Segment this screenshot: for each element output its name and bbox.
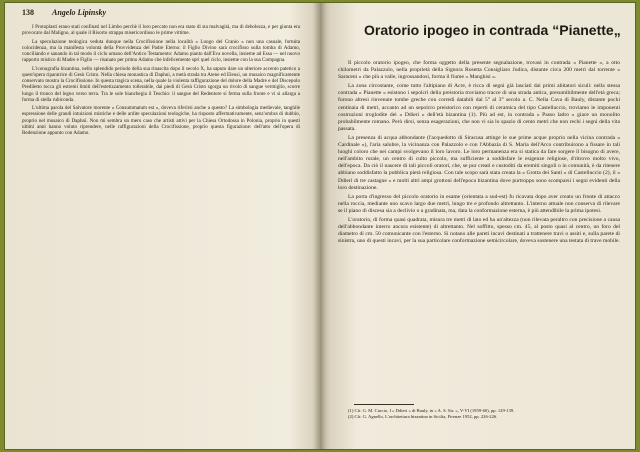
paragraph: La porta d'ingresso del piccolo oratorio in esame (orientata a sud-est) fu ricavata dopo aver creato un fronte di attacco nella roccia, mediante uno scavo largo due metri, lungo tre e profondo altrettanto. L'interno attuale non conserva di rilevare se il piano di discesa sia a declivio o a gradinata, ma, data la conformazione esterna, è più attendibile la prima ipotesi. (338, 193, 620, 214)
right-body-text (338, 60, 620, 247)
running-head (22, 8, 106, 17)
left-page (4, 2, 318, 450)
footnote: (2) Cfr. G. Agnello, L'architettura bizantina in Sicilia, Firenze 1952, pp. 226-226. (348, 414, 498, 419)
paragraph: L'ultima parola del Salvatore morente « Consummatum est », doveva riferirsi anche a questo? La simbologia medievale, tanghile espressione delle grandi intuizioni mistiche e delle ardite speculazioni teologiche, ha risposto affermativamente, senz'ombra di dubbio, proprio nel musaico di Daphni. Non mi sembra un mero caso che artisti attivi per la Chiesa Ortodossa in Polonia, proprio in questi ultimi anni hanno voluto riprendere, nelle raffigurazioni della Crocifissione, proprio questa figurazione: dell'atto dell'opera di Redenzione appunto con Adamo. (22, 105, 300, 136)
footnote-divider (354, 404, 414, 405)
footnotes (338, 408, 620, 420)
paragraph: I Protoplasti erano stati confinati nel Limbo perchè il loro peccato non era stato di sta malvagità, ma di debolezza, e per giunta era provocato dal Maligno, al quale il Risorto strappa misericordioso le prime vittime. (22, 24, 300, 37)
paragraph: L'iconografia bizantina, nello splendido periodo della sua rinascita dopo il secolo X, ha saputo dare un ulteriore accento patetico a quest'opera riparatrice di Gesù Cristo. Nella chiesa monastica di Daphni, a metà strada tra Atene ed Eleusi, un musaico magnificamente conservato mostra la Crocifissione. In questa tragica scena, nella quale la violenta raffigurazione del dolore della Madre e del Discepolo Prediletto tocca gli estremi limiti dell'estetizzamento tollerabile, dai piedi di Gesù Cristo sgorga un rivolo di sangue vermiglio, scorre lungo il tronco del legno verso terra. Tra le sole bianchegia il Teschio: il sangue del Redentore si ferma sulla fronte e vi si allarga a forma di stella rubiconda. (22, 65, 300, 103)
paragraph: Il piccolo oratorio ipogeo, che forma oggetto della presente segnalazione, trovasi in contrada « Pianette », a otto chilometri da Palazzolo, nella proprietà della Signora Rosetta Consigliaro Judica, distante circa 200 metri dal torrente « Saraceni » che più a valle, ingrossandosi, forma il fiume « Manghisi ». (338, 60, 620, 81)
left-body-text (22, 24, 300, 138)
running-head-author: Angelo Lipinsky (52, 8, 107, 17)
right-page (324, 2, 636, 450)
chapter-title: Oratorio ipogeo in contrada “Pianette„ (364, 22, 621, 38)
paragraph: L'oratorio, di forma quasi quadrata, misura tre metri di lato ed ha un'altezza (non rilevata peraltro con precisione a causa dell'abbondante interro ancora esistente) di altrettanto. Nel soffitto, spesso cm. 45, al posto quasi al centro, un foro del diametro di cm. 50 comunicante con l'esterno. Si notano alle pareti incavi destinati a trattenere travi o assiti e, sulla parete di sinistra, uno di questi incavi, per la sua particolare conformazione semicircolare, doveva sostenere una testata di trave mobile. (338, 216, 620, 245)
page-number: 138 (22, 8, 34, 17)
book-spread (4, 2, 636, 450)
paragraph: La presenza di acqua abbondante (l'acquedotto di Siracusa attinge le sue prime acque proprio nella vicina contrada « Cardinale »), l'aria salubre, la vicinanza con Palazzolo e con l'Abbazia di S. Maria dell'Arco contribuirono a fissare in tali luoghi coloro che nei campi svolgevano il loro lavoro. Le loro permanenza era si statica da fare sorgere il bisogno di avere, nell'ambito rurale, un centro di culto piccolo, ma sufficiente a soddisfare le esigenze religiose, d'ritrovo molto vivo, dell'epoca. Da ciò il nascere di tali piccoli oratori, che, se pur creati e custoditi da eremiti singoli o in comunità, è da ritenere abbiano soddisfatto la pubblica pietà religiosa. Con tale scopo sarà stata creata la « Grotta dei Santi » di Castelluccio (2), il « Ddieri di tre castagne » e molti altri ampi grottoni dell'epoca bizantina dove purtroppo sono scomparsi i segni evidenti della loro destinazione. (338, 134, 620, 191)
footnote: (1) Cfr. G. M. Curcio, I « Ddieri » di Bauly, in « A. S. Sir. », V-VI (1959-60), pp. 129-139. (348, 408, 515, 413)
paragraph: La speculazione teologica veduta dunque nella Crocifissione nella località « Luogo del Cranio » non una casuale, fortuita coincidenza, ma la manifesta volontà della Provvidenza del Padre Eterno: il Figlio Divino sarà crocifisso sulla tomba di Adamo, conciliando e sanando in tal modo il ciclo umano dell'Antico Testamento: Adamo pianto dall'Eva novella, insieme ad Essa — nel nuovo rapporto mistico di Madre e Figlio — risanato per primo Adamo che infelicemente sprì quel ciclo, insieme con la sua Compagna. (22, 38, 300, 64)
paragraph: La zona circostante, come tutto l'altipiano di Acre, è ricca di segni già lasciati dai primi abitatori siculi: nella stessa contrada « Pianette » esistono i sepolcri della preistoria troviamo tracce di una strada antica, presumibilmente dell'età greca; furono altresì rinvenute tombe greche con corredi databili dal 5° al 3° secolo a. C. Nella Cava di Bauly, distante pochi centinaia di metri, accanto ad un sepolcro preistorico con reperti di ceramica del tipo Castelluccio, troviamo le imponenti costruzioni troglodite dei « Ddieri » dell'età bizantina (1). Più ad est, in contrada « Passo ladro » giace un monolito probabilmente romano. Però dirsi, senza esagerazioni, che non vi sia lo spazio di cento metri che non rechi i segni della vita passata. (338, 83, 620, 132)
